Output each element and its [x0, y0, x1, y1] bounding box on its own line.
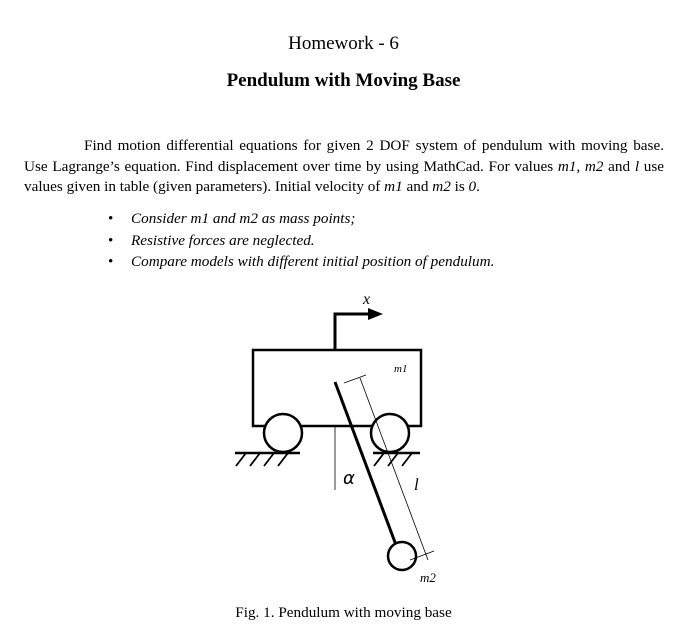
text-segment: Find motion differential equations for given 2 DOF system of pendulum with moving base. Use Lagrange’s equation. Find displacement over time by using MathCad. For values	[24, 137, 664, 175]
list-item-text: Resistive forces are neglected.	[131, 231, 315, 249]
text-segment: .	[476, 178, 480, 195]
m1-label: m1	[394, 363, 408, 375]
ground-left-hatch	[236, 453, 288, 466]
var-m1: m1	[384, 178, 403, 195]
bullet-icon: •	[108, 253, 114, 270]
m2-label: m2	[420, 570, 436, 585]
text-segment: and	[402, 178, 433, 195]
left-wheel	[264, 414, 302, 452]
page-subtitle: Pendulum with Moving Base	[226, 70, 461, 91]
text-segment: and	[603, 157, 635, 175]
x-axis-arrow	[335, 314, 373, 350]
figure-caption: Fig. 1. Pendulum with moving base	[235, 604, 452, 621]
pendulum-bob	[388, 542, 416, 570]
dimension-tick	[344, 375, 366, 383]
text-segment: use values given in table (given parameters). Initial velocity of	[24, 157, 664, 195]
x-axis-label: x	[363, 291, 371, 308]
page-title: Homework - 6	[288, 33, 399, 54]
var-m2: m2	[584, 157, 604, 175]
var-l: l	[634, 157, 640, 175]
list-item-text: Compare models with different initial position of pendulum.	[131, 253, 495, 270]
pendulum-rod	[335, 382, 396, 545]
list-item-text: Consider m1 and m2 as mass points;	[131, 210, 356, 227]
length-label: l	[414, 475, 419, 494]
x-arrow-head	[368, 308, 383, 320]
text-segment: is	[450, 178, 469, 195]
ground-right-hatch	[374, 453, 412, 466]
bullet-icon: •	[108, 231, 114, 249]
alpha-label: α	[343, 468, 355, 489]
dimension-line	[360, 378, 428, 560]
var-m2: m2	[432, 178, 451, 195]
var-m1: m1,	[557, 157, 581, 175]
var-zero: 0	[468, 178, 477, 195]
bullet-icon: •	[108, 210, 114, 227]
right-wheel	[371, 414, 409, 452]
